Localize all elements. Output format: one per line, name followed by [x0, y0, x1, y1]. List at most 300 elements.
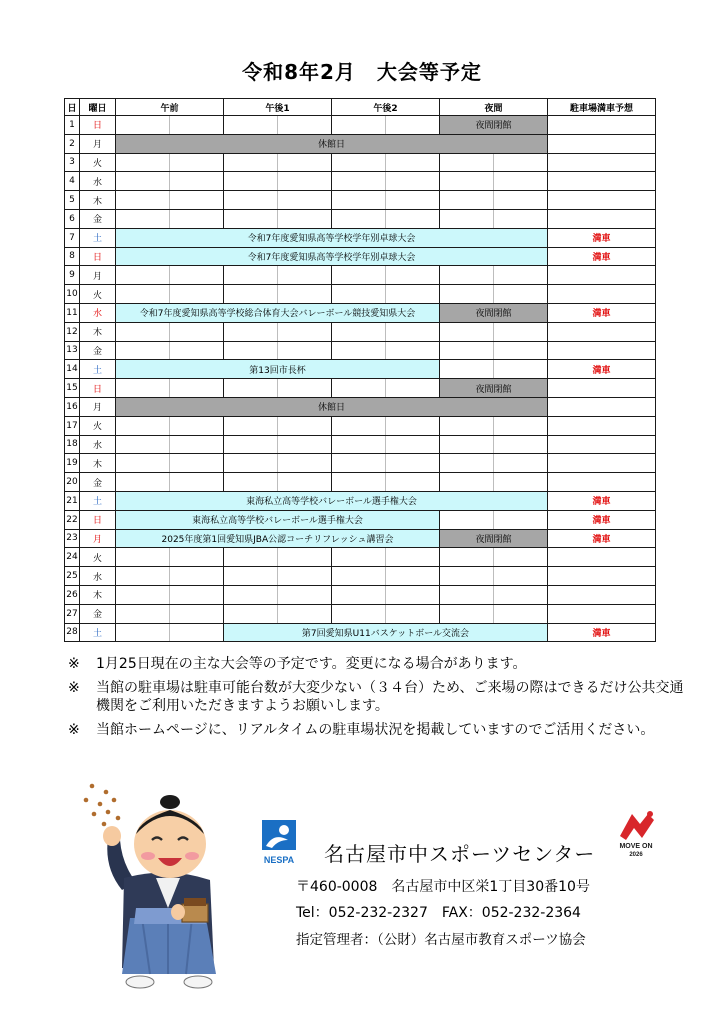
empty-slot-cell	[278, 209, 332, 228]
parking-cell	[548, 285, 656, 304]
empty-slot-cell	[224, 454, 278, 473]
parking-full-cell: 満車	[548, 303, 656, 322]
day-cell: 28	[65, 623, 80, 642]
empty-slot-cell	[224, 266, 278, 285]
empty-slot-cell	[440, 266, 494, 285]
empty-slot-cell	[494, 209, 548, 228]
empty-slot-cell	[278, 416, 332, 435]
parking-cell	[548, 116, 656, 135]
empty-slot-cell	[170, 341, 224, 360]
day-cell: 1	[65, 116, 80, 135]
empty-slot-cell	[224, 172, 278, 191]
empty-slot-cell	[116, 379, 170, 398]
empty-slot-cell	[170, 285, 224, 304]
empty-slot-cell	[386, 473, 440, 492]
empty-slot-cell	[224, 604, 278, 623]
note-mark: ※	[68, 680, 80, 696]
empty-slot-cell	[332, 172, 386, 191]
empty-slot-cell	[278, 153, 332, 172]
empty-slot-cell	[116, 322, 170, 341]
empty-slot-cell	[116, 341, 170, 360]
parking-cell	[548, 341, 656, 360]
weekday-cell: 火	[80, 416, 116, 435]
empty-slot-cell	[170, 266, 224, 285]
empty-slot-cell	[224, 116, 278, 135]
empty-slot-cell	[170, 435, 224, 454]
table-row	[65, 228, 656, 247]
empty-slot-cell	[332, 585, 386, 604]
empty-slot-cell	[278, 585, 332, 604]
empty-slot-cell	[170, 153, 224, 172]
empty-slot-cell	[386, 585, 440, 604]
empty-slot-cell	[170, 172, 224, 191]
empty-slot-cell	[440, 585, 494, 604]
table-row	[65, 585, 656, 604]
empty-slot-cell	[332, 567, 386, 586]
empty-slot-cell	[386, 379, 440, 398]
weekday-cell: 日	[80, 247, 116, 266]
empty-slot-cell	[278, 435, 332, 454]
day-cell: 26	[65, 585, 80, 604]
weekday-cell: 月	[80, 397, 116, 416]
empty-slot-cell	[440, 285, 494, 304]
parking-full-cell: 満車	[548, 491, 656, 510]
empty-slot-cell	[440, 454, 494, 473]
empty-slot-cell	[116, 473, 170, 492]
empty-slot-cell	[440, 604, 494, 623]
event-cell: 東海私立高等学校バレーボール選手権大会	[116, 491, 548, 510]
empty-slot-cell	[170, 623, 224, 642]
table-row	[65, 341, 656, 360]
thrown-beans-icon	[84, 784, 121, 827]
weekday-cell: 月	[80, 266, 116, 285]
table-row	[65, 416, 656, 435]
empty-slot-cell	[116, 191, 170, 210]
parking-cell	[548, 172, 656, 191]
weekday-cell: 木	[80, 585, 116, 604]
empty-slot-cell	[386, 285, 440, 304]
empty-slot-cell	[170, 567, 224, 586]
table-row	[65, 548, 656, 567]
parking-cell	[548, 191, 656, 210]
empty-slot-cell	[386, 416, 440, 435]
empty-slot-cell	[494, 567, 548, 586]
parking-cell	[548, 266, 656, 285]
empty-slot-cell	[116, 604, 170, 623]
empty-slot-cell	[278, 266, 332, 285]
parking-cell	[548, 548, 656, 567]
empty-slot-cell	[332, 153, 386, 172]
empty-slot-cell	[494, 322, 548, 341]
empty-slot-cell	[116, 285, 170, 304]
empty-slot-cell	[116, 266, 170, 285]
empty-slot-cell	[440, 567, 494, 586]
empty-slot-cell	[332, 416, 386, 435]
empty-slot-cell	[278, 454, 332, 473]
empty-slot-cell	[278, 285, 332, 304]
empty-slot-cell	[494, 510, 548, 529]
page-title: 令和8年2月 大会等予定	[242, 60, 482, 84]
closed-cell: 休館日	[116, 397, 548, 416]
empty-slot-cell	[116, 623, 170, 642]
note-text: 当館の駐車場は駐車可能台数が大変少ない（３４台）ため、ご来場の際はできるだけ公共交通機関をご利用いただきますようお願いします。	[96, 680, 684, 714]
header-weekday: 曜日	[80, 99, 116, 116]
empty-slot-cell	[170, 322, 224, 341]
empty-slot-cell	[332, 454, 386, 473]
empty-slot-cell	[170, 116, 224, 135]
table-row	[65, 116, 656, 135]
note-mark: ※	[68, 656, 80, 672]
empty-slot-cell	[116, 454, 170, 473]
parking-cell	[548, 435, 656, 454]
table-row	[65, 510, 656, 529]
empty-slot-cell	[224, 416, 278, 435]
parking-cell	[548, 604, 656, 623]
empty-slot-cell	[494, 585, 548, 604]
note-item	[68, 721, 688, 739]
event-cell: 第7回愛知県U11バスケットボール交流会	[224, 623, 548, 642]
table-row	[65, 266, 656, 285]
closed-cell: 夜間閉館	[440, 303, 548, 322]
weekday-cell: 月	[80, 529, 116, 548]
empty-slot-cell	[332, 604, 386, 623]
empty-slot-cell	[440, 341, 494, 360]
table-row	[65, 285, 656, 304]
weekday-cell: 金	[80, 473, 116, 492]
empty-slot-cell	[386, 454, 440, 473]
empty-slot-cell	[224, 153, 278, 172]
weekday-cell: 火	[80, 285, 116, 304]
day-cell: 20	[65, 473, 80, 492]
event-cell: 2025年度第1回愛知県JBA公認コーチリフレッシュ講習会	[116, 529, 440, 548]
table-row	[65, 491, 656, 510]
organization-name: 名古屋市中スポーツセンター	[324, 842, 596, 866]
header-parking: 駐車場満車予想	[548, 99, 656, 116]
weekday-cell: 土	[80, 360, 116, 379]
weekday-cell: 木	[80, 191, 116, 210]
note-mark: ※	[68, 722, 80, 738]
empty-slot-cell	[440, 510, 494, 529]
empty-slot-cell	[224, 567, 278, 586]
empty-slot-cell	[386, 172, 440, 191]
nespa-logo	[258, 818, 300, 866]
day-cell: 14	[65, 360, 80, 379]
empty-slot-cell	[278, 548, 332, 567]
empty-slot-cell	[224, 285, 278, 304]
table-row	[65, 209, 656, 228]
weekday-cell: 日	[80, 510, 116, 529]
day-cell: 9	[65, 266, 80, 285]
nespa-logo-text: NESPA	[263, 855, 295, 865]
empty-slot-cell	[170, 454, 224, 473]
empty-slot-cell	[224, 209, 278, 228]
weekday-cell: 土	[80, 623, 116, 642]
empty-slot-cell	[386, 266, 440, 285]
table-row	[65, 322, 656, 341]
manager-text: 指定管理者：（公財）名古屋市教育スポーツ協会	[296, 932, 586, 948]
note-item	[68, 679, 688, 715]
event-cell: 令和7年度愛知県高等学校学年別卓球大会	[116, 247, 548, 266]
empty-slot-cell	[278, 322, 332, 341]
weekday-cell: 火	[80, 548, 116, 567]
table-row	[65, 604, 656, 623]
empty-slot-cell	[116, 585, 170, 604]
parking-cell	[548, 397, 656, 416]
day-cell: 25	[65, 567, 80, 586]
empty-slot-cell	[332, 379, 386, 398]
mascot-illustration	[78, 778, 250, 992]
header-afternoon2: 午後2	[332, 99, 440, 116]
empty-slot-cell	[170, 191, 224, 210]
weekday-cell: 日	[80, 379, 116, 398]
empty-slot-cell	[278, 116, 332, 135]
header-night: 夜間	[440, 99, 548, 116]
empty-slot-cell	[386, 191, 440, 210]
day-cell: 8	[65, 247, 80, 266]
empty-slot-cell	[224, 585, 278, 604]
empty-slot-cell	[386, 322, 440, 341]
parking-full-cell: 満車	[548, 228, 656, 247]
parking-cell	[548, 134, 656, 153]
empty-slot-cell	[440, 473, 494, 492]
parking-cell	[548, 379, 656, 398]
empty-slot-cell	[494, 153, 548, 172]
weekday-cell: 水	[80, 435, 116, 454]
table-row	[65, 379, 656, 398]
empty-slot-cell	[332, 322, 386, 341]
empty-slot-cell	[278, 341, 332, 360]
parking-full-cell: 満車	[548, 529, 656, 548]
empty-slot-cell	[224, 322, 278, 341]
day-cell: 7	[65, 228, 80, 247]
empty-slot-cell	[332, 435, 386, 454]
note-text: 当館ホームページに、リアルタイムの駐車場状況を掲載していますのでご活用ください。	[96, 722, 655, 738]
parking-cell	[548, 322, 656, 341]
day-cell: 11	[65, 303, 80, 322]
empty-slot-cell	[386, 435, 440, 454]
empty-slot-cell	[332, 285, 386, 304]
empty-slot-cell	[170, 379, 224, 398]
parking-cell	[548, 153, 656, 172]
parking-cell	[548, 567, 656, 586]
table-row	[65, 473, 656, 492]
empty-slot-cell	[170, 416, 224, 435]
header-morning: 午前	[116, 99, 224, 116]
empty-slot-cell	[116, 548, 170, 567]
empty-slot-cell	[224, 435, 278, 454]
empty-slot-cell	[332, 473, 386, 492]
empty-slot-cell	[170, 209, 224, 228]
empty-slot-cell	[224, 548, 278, 567]
parking-full-cell: 満車	[548, 247, 656, 266]
empty-slot-cell	[170, 585, 224, 604]
table-row	[65, 454, 656, 473]
empty-slot-cell	[386, 604, 440, 623]
day-cell: 24	[65, 548, 80, 567]
parking-cell	[548, 585, 656, 604]
empty-slot-cell	[278, 191, 332, 210]
table-row	[65, 172, 656, 191]
table-row	[65, 360, 656, 379]
empty-slot-cell	[278, 172, 332, 191]
empty-slot-cell	[440, 435, 494, 454]
note-text: 1月25日現在の主な大会等の予定です。変更になる場合があります。	[96, 656, 527, 672]
table-row	[65, 247, 656, 266]
day-cell: 17	[65, 416, 80, 435]
closed-cell: 休館日	[116, 134, 548, 153]
empty-slot-cell	[332, 209, 386, 228]
weekday-cell: 水	[80, 303, 116, 322]
weekday-cell: 木	[80, 322, 116, 341]
empty-slot-cell	[440, 360, 494, 379]
day-cell: 27	[65, 604, 80, 623]
parking-full-cell: 満車	[548, 510, 656, 529]
parking-full-cell: 満車	[548, 360, 656, 379]
day-cell: 2	[65, 134, 80, 153]
empty-slot-cell	[278, 604, 332, 623]
empty-slot-cell	[170, 473, 224, 492]
day-cell: 5	[65, 191, 80, 210]
event-cell: 令和7年度愛知県高等学校学年別卓球大会	[116, 228, 548, 247]
empty-slot-cell	[278, 379, 332, 398]
table-row	[65, 529, 656, 548]
empty-slot-cell	[494, 360, 548, 379]
empty-slot-cell	[494, 416, 548, 435]
day-cell: 4	[65, 172, 80, 191]
day-cell: 6	[65, 209, 80, 228]
table-row	[65, 153, 656, 172]
day-cell: 18	[65, 435, 80, 454]
weekday-cell: 月	[80, 134, 116, 153]
empty-slot-cell	[170, 604, 224, 623]
parking-cell	[548, 454, 656, 473]
empty-slot-cell	[440, 191, 494, 210]
empty-slot-cell	[386, 548, 440, 567]
day-cell: 15	[65, 379, 80, 398]
weekday-cell: 水	[80, 567, 116, 586]
empty-slot-cell	[332, 116, 386, 135]
parking-full-cell: 満車	[548, 623, 656, 642]
empty-slot-cell	[386, 341, 440, 360]
empty-slot-cell	[224, 473, 278, 492]
empty-slot-cell	[494, 285, 548, 304]
empty-slot-cell	[116, 116, 170, 135]
move-on-logo	[612, 808, 660, 858]
empty-slot-cell	[116, 153, 170, 172]
closed-cell: 夜間閉館	[440, 116, 548, 135]
empty-slot-cell	[494, 454, 548, 473]
empty-slot-cell	[332, 341, 386, 360]
table-row	[65, 134, 656, 153]
empty-slot-cell	[116, 435, 170, 454]
table-row	[65, 567, 656, 586]
weekday-cell: 土	[80, 228, 116, 247]
table-row	[65, 191, 656, 210]
day-cell: 10	[65, 285, 80, 304]
day-cell: 3	[65, 153, 80, 172]
schedule-table	[64, 98, 656, 642]
day-cell: 12	[65, 322, 80, 341]
empty-slot-cell	[440, 416, 494, 435]
event-cell: 令和7年度愛知県高等学校総合体育大会バレーボール競技愛知県大会	[116, 303, 440, 322]
closed-cell: 夜間閉館	[440, 379, 548, 398]
empty-slot-cell	[116, 209, 170, 228]
empty-slot-cell	[332, 266, 386, 285]
table-row	[65, 303, 656, 322]
header-day: 日	[65, 99, 80, 116]
empty-slot-cell	[116, 172, 170, 191]
empty-slot-cell	[440, 209, 494, 228]
empty-slot-cell	[116, 416, 170, 435]
event-cell: 東海私立高等学校バレーボール選手権大会	[116, 510, 440, 529]
empty-slot-cell	[494, 191, 548, 210]
weekday-cell: 木	[80, 454, 116, 473]
empty-slot-cell	[170, 548, 224, 567]
empty-slot-cell	[224, 341, 278, 360]
event-cell: 第13回市長杯	[116, 360, 440, 379]
day-cell: 13	[65, 341, 80, 360]
parking-cell	[548, 473, 656, 492]
move-on-text: MOVE ON	[619, 843, 653, 850]
empty-slot-cell	[494, 548, 548, 567]
empty-slot-cell	[332, 191, 386, 210]
day-cell: 16	[65, 397, 80, 416]
empty-slot-cell	[494, 341, 548, 360]
empty-slot-cell	[278, 567, 332, 586]
empty-slot-cell	[224, 379, 278, 398]
note-item	[68, 655, 688, 673]
empty-slot-cell	[440, 548, 494, 567]
parking-cell	[548, 209, 656, 228]
weekday-cell: 土	[80, 491, 116, 510]
tel-fax-text: Tel：052-232-2327 FAX：052-232-2364	[296, 905, 581, 921]
empty-slot-cell	[386, 209, 440, 228]
table-row	[65, 435, 656, 454]
table-header-row	[65, 99, 656, 116]
address-text: 〒460-0008 名古屋市中区栄1丁目30番10号	[296, 879, 590, 895]
weekday-cell: 火	[80, 153, 116, 172]
empty-slot-cell	[332, 548, 386, 567]
header-afternoon1: 午後1	[224, 99, 332, 116]
weekday-cell: 日	[80, 116, 116, 135]
weekday-cell: 金	[80, 341, 116, 360]
day-cell: 19	[65, 454, 80, 473]
day-cell: 23	[65, 529, 80, 548]
day-cell: 21	[65, 491, 80, 510]
empty-slot-cell	[440, 153, 494, 172]
empty-slot-cell	[494, 473, 548, 492]
move-on-year: 2026	[629, 852, 643, 858]
day-cell: 22	[65, 510, 80, 529]
parking-cell	[548, 416, 656, 435]
closed-cell: 夜間閉館	[440, 529, 548, 548]
empty-slot-cell	[494, 604, 548, 623]
weekday-cell: 金	[80, 604, 116, 623]
empty-slot-cell	[224, 191, 278, 210]
weekday-cell: 金	[80, 209, 116, 228]
empty-slot-cell	[494, 266, 548, 285]
empty-slot-cell	[494, 435, 548, 454]
empty-slot-cell	[386, 116, 440, 135]
empty-slot-cell	[278, 473, 332, 492]
empty-slot-cell	[386, 567, 440, 586]
table-row	[65, 397, 656, 416]
empty-slot-cell	[494, 172, 548, 191]
notes-section	[68, 655, 688, 745]
empty-slot-cell	[386, 153, 440, 172]
table-row	[65, 623, 656, 642]
empty-slot-cell	[440, 322, 494, 341]
